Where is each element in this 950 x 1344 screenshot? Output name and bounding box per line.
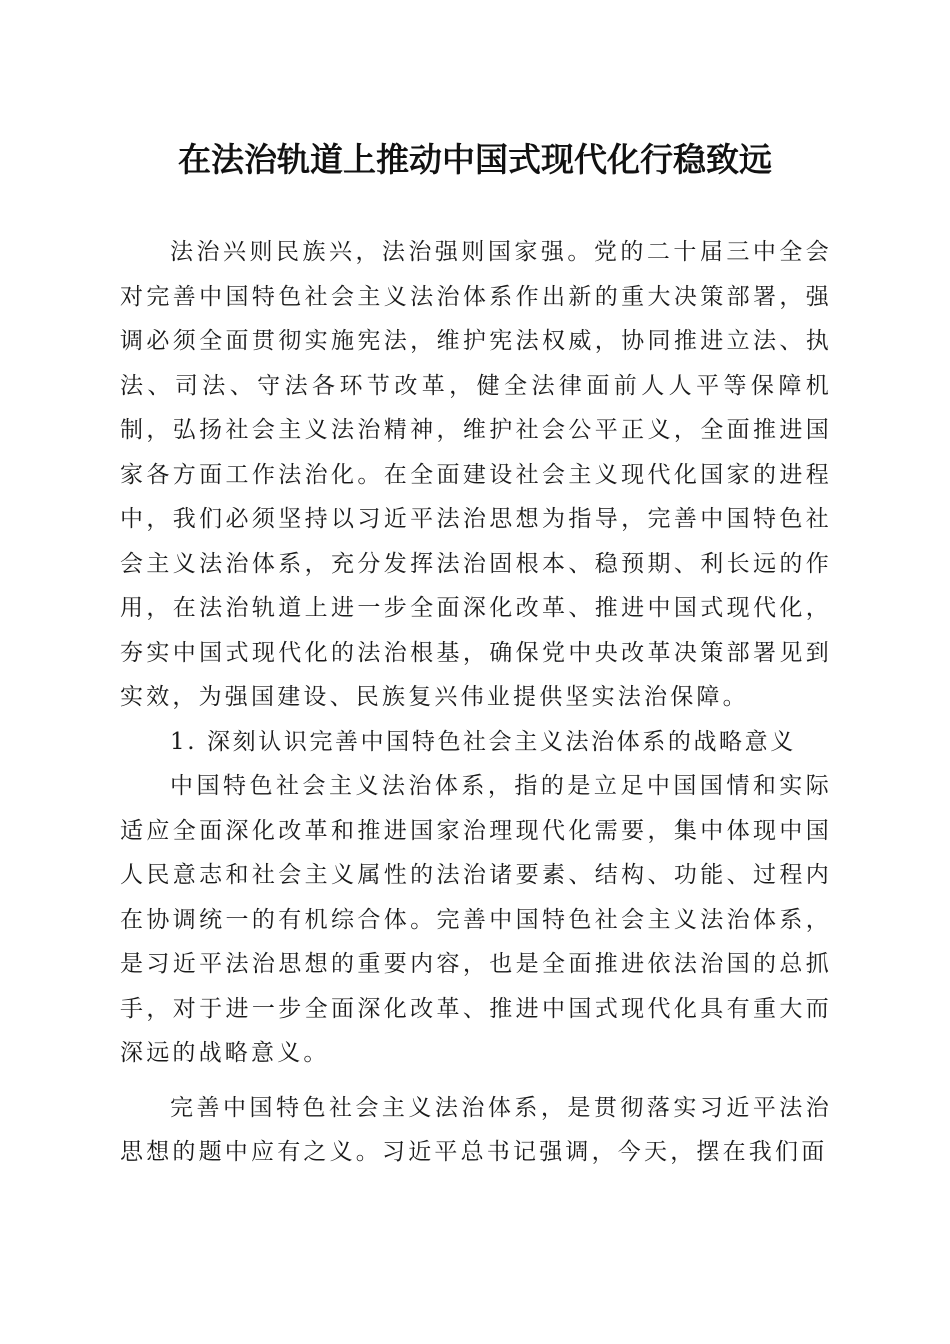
document-title: 在法治轨道上推动中国式现代化行稳致远 xyxy=(178,140,772,179)
paragraph-section-1-continued: 完善中国特色社会主义法治体系，是贯彻落实习近平法治思想的题中应有之义。习近平总书记强调，今天，摆在我们面 xyxy=(120,1094,832,1165)
paragraph-intro: 法治兴则民族兴，法治强则国家强。党的二十届三中全会对完善中国特色社会主义法治体系作出新的重大决策部署，强调必须全面贯彻实施宪法，维护宪法权威，协同推进立法、执法、司法、守法各环节改革，健全法律面前人人平等保障机制，弘扬社会主义法治精神，维护社会公平正义，全面推进国家各方面工作法治化。在全面建设社会主义现代化国家的进程中，我们必须坚持以习近平法治思想为指导，完善中国特色社会主义法治体系，充分发挥法治固根本、稳预期、利长远的作用，在法治轨道上进一步全面深化改革、推进中国式现代化，夯实中国式现代化的法治根基，确保党中央改革决策部署见到实效，为强国建设、民族复兴伟业提供坚实法治保障。 xyxy=(120,239,832,710)
document-body xyxy=(120,230,832,1175)
section-heading-1: 1. 深刻认识完善中国特色社会主义法治体系的战略意义 xyxy=(170,728,796,755)
paragraph-section-1-definition: 中国特色社会主义法治体系，指的是立足中国国情和实际适应全面深化改革和推进国家治理现代化需要，集中体现中国人民意志和社会主义属性的法治诸要素、结构、功能、过程内在协调统一的有机综合体。完善中国特色社会主义法治体系，是习近平法治思想的重要内容，也是全面推进依法治国的总抓手，对于进一步全面深化改革、推进中国式现代化具有重大而深远的战略意义。 xyxy=(120,773,832,1066)
